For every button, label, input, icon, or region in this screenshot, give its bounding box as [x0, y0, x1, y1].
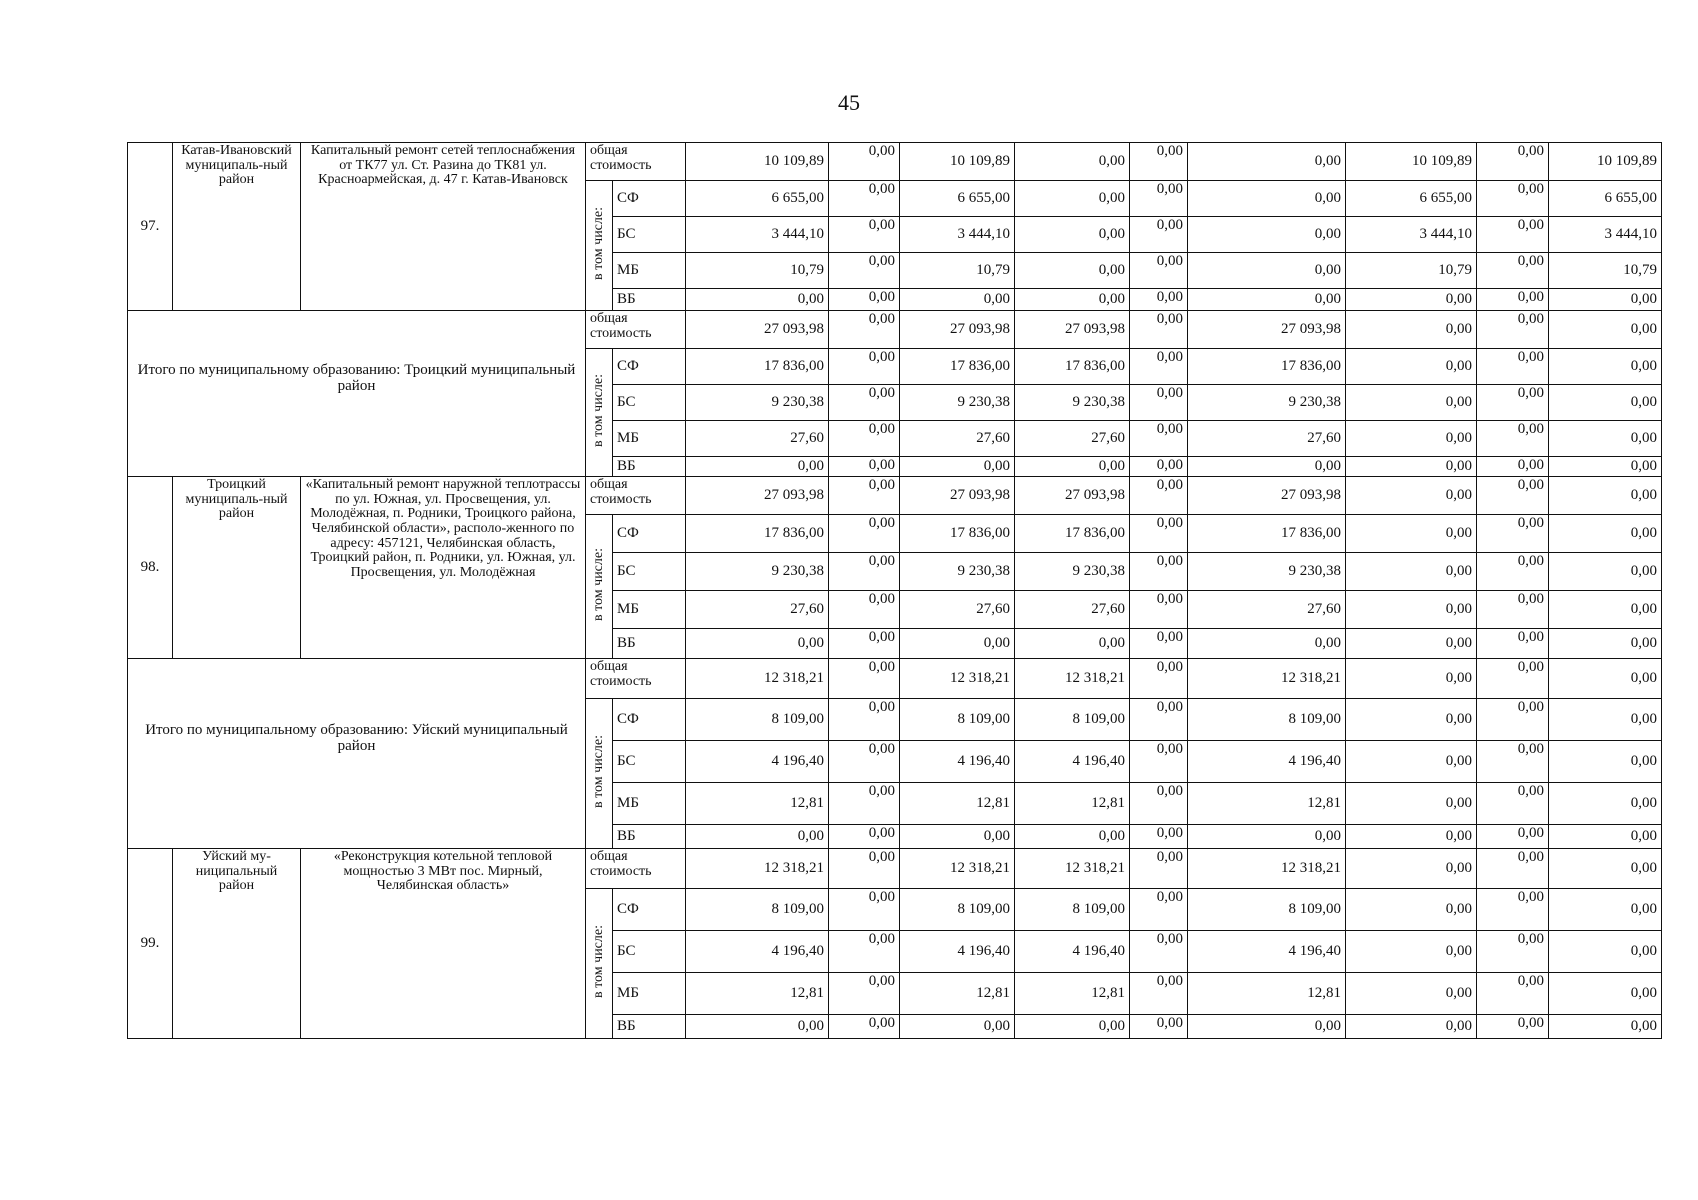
- value-cell: 0,00: [1015, 181, 1130, 217]
- including-label-cell: [586, 349, 613, 477]
- value-cell: 0,00: [1477, 385, 1549, 421]
- value-cell: 12,81: [686, 783, 829, 825]
- value-cell: 0,00: [1549, 1015, 1662, 1039]
- value-cell: 0,00: [1188, 143, 1346, 181]
- value-cell: 0,00: [1477, 311, 1549, 349]
- table-row: [128, 143, 1662, 181]
- table-row: [128, 849, 1662, 889]
- budget-table: [127, 142, 1662, 1039]
- sf-label: СФ: [613, 181, 686, 217]
- value-cell: 0,00: [1346, 825, 1477, 849]
- value-cell: 0,00: [1188, 457, 1346, 477]
- value-cell: 9 230,38: [1188, 385, 1346, 421]
- district-name: Троицкий муниципаль-ный район: [173, 477, 301, 659]
- value-cell: 12,81: [686, 973, 829, 1015]
- sf-label: СФ: [613, 889, 686, 931]
- value-cell: 12,81: [900, 783, 1015, 825]
- value-cell: 0,00: [829, 659, 900, 699]
- value-cell: 0,00: [829, 889, 900, 931]
- value-cell: 0,00: [829, 629, 900, 659]
- value-cell: 10 109,89: [686, 143, 829, 181]
- value-cell: 9 230,38: [1015, 553, 1130, 591]
- value-cell: 10 109,89: [1346, 143, 1477, 181]
- sf-label: СФ: [613, 349, 686, 385]
- value-cell: 0,00: [1477, 181, 1549, 217]
- value-cell: 0,00: [829, 253, 900, 289]
- value-cell: 0,00: [1477, 629, 1549, 659]
- value-cell: 12 318,21: [1188, 849, 1346, 889]
- value-cell: 0,00: [829, 181, 900, 217]
- value-cell: 0,00: [1130, 783, 1188, 825]
- value-cell: 0,00: [1015, 253, 1130, 289]
- mb-label: МБ: [613, 973, 686, 1015]
- value-cell: 0,00: [1549, 659, 1662, 699]
- value-cell: 0,00: [1188, 1015, 1346, 1039]
- value-cell: 27 093,98: [1015, 477, 1130, 515]
- value-cell: 17 836,00: [900, 515, 1015, 553]
- value-cell: 10,79: [1346, 253, 1477, 289]
- value-cell: 0,00: [829, 289, 900, 311]
- value-cell: 0,00: [1130, 457, 1188, 477]
- district-name: Катав-Ивановский муниципаль-ный район: [173, 143, 301, 311]
- value-cell: 8 109,00: [1188, 699, 1346, 741]
- value-cell: 0,00: [1130, 973, 1188, 1015]
- value-cell: 0,00: [1477, 1015, 1549, 1039]
- value-cell: 0,00: [900, 1015, 1015, 1039]
- value-cell: 0,00: [1549, 699, 1662, 741]
- row-number: 99.: [128, 849, 173, 1039]
- value-cell: 0,00: [1346, 973, 1477, 1015]
- value-cell: 8 109,00: [900, 889, 1015, 931]
- value-cell: 0,00: [1015, 143, 1130, 181]
- value-cell: 4 196,40: [900, 931, 1015, 973]
- general-cost-label: общая стоимость: [586, 659, 686, 699]
- value-cell: 0,00: [829, 825, 900, 849]
- value-cell: 0,00: [1130, 825, 1188, 849]
- value-cell: 27 093,98: [900, 477, 1015, 515]
- value-cell: 0,00: [1346, 849, 1477, 889]
- value-cell: 0,00: [1477, 741, 1549, 783]
- value-cell: 9 230,38: [1015, 385, 1130, 421]
- value-cell: 0,00: [1549, 629, 1662, 659]
- value-cell: 10,79: [1549, 253, 1662, 289]
- value-cell: 9 230,38: [686, 385, 829, 421]
- including-label: в том числе:: [590, 924, 606, 998]
- mb-label: МБ: [613, 253, 686, 289]
- value-cell: 12,81: [900, 973, 1015, 1015]
- value-cell: 0,00: [1130, 741, 1188, 783]
- sf-label: СФ: [613, 699, 686, 741]
- value-cell: 0,00: [1549, 931, 1662, 973]
- bs-label: БС: [613, 385, 686, 421]
- value-cell: 0,00: [1346, 659, 1477, 699]
- value-cell: 27,60: [900, 591, 1015, 629]
- value-cell: 6 655,00: [1549, 181, 1662, 217]
- general-cost-label: общая стоимость: [586, 477, 686, 515]
- value-cell: 0,00: [900, 825, 1015, 849]
- value-cell: 0,00: [1477, 973, 1549, 1015]
- value-cell: 17 836,00: [1015, 349, 1130, 385]
- value-cell: 3 444,10: [900, 217, 1015, 253]
- value-cell: 0,00: [1346, 515, 1477, 553]
- vb-label: ВБ: [613, 629, 686, 659]
- value-cell: 0,00: [829, 931, 900, 973]
- value-cell: 3 444,10: [686, 217, 829, 253]
- value-cell: 0,00: [1346, 457, 1477, 477]
- value-cell: 0,00: [1549, 311, 1662, 349]
- value-cell: 27 093,98: [686, 477, 829, 515]
- value-cell: 27,60: [1188, 421, 1346, 457]
- value-cell: 0,00: [829, 591, 900, 629]
- table-row: [128, 311, 1662, 349]
- value-cell: 8 109,00: [1188, 889, 1346, 931]
- value-cell: 17 836,00: [686, 349, 829, 385]
- value-cell: 17 836,00: [900, 349, 1015, 385]
- value-cell: 0,00: [1549, 349, 1662, 385]
- project-description: «Реконструкция котельной тепловой мощностью 3 МВт пос. Мирный, Челябинская область»: [301, 849, 586, 1039]
- value-cell: 0,00: [829, 553, 900, 591]
- bs-label: БС: [613, 931, 686, 973]
- value-cell: 0,00: [1477, 591, 1549, 629]
- project-description: Капитальный ремонт сетей теплоснабжения от ТК77 ул. Ст. Разина до ТК81 ул. Красноармейская, д. 47 г. Катав-Ивановск: [301, 143, 586, 311]
- value-cell: 4 196,40: [686, 931, 829, 973]
- vb-label: ВБ: [613, 289, 686, 311]
- value-cell: 12 318,21: [686, 659, 829, 699]
- row-number: 98.: [128, 477, 173, 659]
- mb-label: МБ: [613, 783, 686, 825]
- value-cell: 0,00: [1549, 477, 1662, 515]
- value-cell: 12 318,21: [1188, 659, 1346, 699]
- value-cell: 0,00: [1549, 289, 1662, 311]
- value-cell: 10,79: [900, 253, 1015, 289]
- value-cell: 0,00: [1130, 849, 1188, 889]
- value-cell: 0,00: [1130, 143, 1188, 181]
- value-cell: 0,00: [829, 349, 900, 385]
- value-cell: 12 318,21: [900, 659, 1015, 699]
- value-cell: 0,00: [829, 143, 900, 181]
- value-cell: 10 109,89: [1549, 143, 1662, 181]
- vb-label: ВБ: [613, 1015, 686, 1039]
- value-cell: 0,00: [686, 457, 829, 477]
- value-cell: 0,00: [1130, 553, 1188, 591]
- value-cell: 0,00: [686, 1015, 829, 1039]
- value-cell: 0,00: [829, 515, 900, 553]
- value-cell: 12 318,21: [1015, 849, 1130, 889]
- value-cell: 0,00: [1130, 591, 1188, 629]
- value-cell: 0,00: [1549, 421, 1662, 457]
- value-cell: 4 196,40: [900, 741, 1015, 783]
- value-cell: 10,79: [686, 253, 829, 289]
- value-cell: 0,00: [1477, 457, 1549, 477]
- value-cell: 0,00: [829, 457, 900, 477]
- value-cell: 0,00: [1477, 699, 1549, 741]
- value-cell: 0,00: [829, 741, 900, 783]
- value-cell: 0,00: [1346, 349, 1477, 385]
- value-cell: 0,00: [1015, 289, 1130, 311]
- value-cell: 0,00: [1549, 741, 1662, 783]
- including-label-cell: [586, 699, 613, 849]
- value-cell: 0,00: [1130, 699, 1188, 741]
- table-row: [128, 477, 1662, 515]
- general-cost-label: общая стоимость: [586, 311, 686, 349]
- bs-label: БС: [613, 553, 686, 591]
- value-cell: 0,00: [1346, 1015, 1477, 1039]
- value-cell: 0,00: [1549, 385, 1662, 421]
- municipal-total-label: [128, 311, 586, 477]
- including-label: в том числе:: [590, 373, 606, 447]
- municipal-total-label: [128, 659, 586, 849]
- value-cell: 0,00: [1549, 591, 1662, 629]
- including-label-cell: [586, 515, 613, 659]
- value-cell: 17 836,00: [1188, 515, 1346, 553]
- value-cell: 0,00: [900, 289, 1015, 311]
- value-cell: 0,00: [1188, 825, 1346, 849]
- value-cell: 27 093,98: [900, 311, 1015, 349]
- project-description: «Капитальный ремонт наружной теплотрассы по ул. Южная, ул. Просвещения, ул. Молодёжная, п. Родники, Троицкого района, Челябинской области», располо-женного по адресу: 457121, Челябинская область, Троицкий район, п. Родники, ул. Южная, ул. Просвещения, ул. Молодёжная: [301, 477, 586, 659]
- value-cell: 0,00: [1346, 741, 1477, 783]
- value-cell: 0,00: [1130, 889, 1188, 931]
- value-cell: 27,60: [1188, 591, 1346, 629]
- value-cell: 0,00: [1549, 889, 1662, 931]
- value-cell: 27,60: [1015, 591, 1130, 629]
- mb-label: МБ: [613, 421, 686, 457]
- value-cell: 0,00: [829, 849, 900, 889]
- general-cost-label: общая стоимость: [586, 849, 686, 889]
- value-cell: 12 318,21: [900, 849, 1015, 889]
- value-cell: 6 655,00: [1346, 181, 1477, 217]
- value-cell: 0,00: [829, 311, 900, 349]
- value-cell: 0,00: [1477, 253, 1549, 289]
- district-name: Уйский му-ниципальный район: [173, 849, 301, 1039]
- value-cell: 0,00: [1346, 477, 1477, 515]
- value-cell: 0,00: [1346, 289, 1477, 311]
- value-cell: 27 093,98: [1188, 311, 1346, 349]
- value-cell: 12,81: [1188, 973, 1346, 1015]
- value-cell: 0,00: [1188, 629, 1346, 659]
- value-cell: 0,00: [829, 421, 900, 457]
- including-label-cell: [586, 889, 613, 1039]
- value-cell: 0,00: [686, 825, 829, 849]
- value-cell: 0,00: [1130, 385, 1188, 421]
- value-cell: 0,00: [900, 457, 1015, 477]
- value-cell: 9 230,38: [686, 553, 829, 591]
- value-cell: 0,00: [1130, 349, 1188, 385]
- value-cell: 6 655,00: [900, 181, 1015, 217]
- value-cell: 9 230,38: [1188, 553, 1346, 591]
- value-cell: 3 444,10: [1549, 217, 1662, 253]
- value-cell: 8 109,00: [1015, 699, 1130, 741]
- value-cell: 0,00: [1477, 477, 1549, 515]
- value-cell: 0,00: [1130, 311, 1188, 349]
- value-cell: 6 655,00: [686, 181, 829, 217]
- value-cell: 4 196,40: [686, 741, 829, 783]
- bs-label: БС: [613, 741, 686, 783]
- value-cell: 0,00: [1477, 889, 1549, 931]
- value-cell: 0,00: [1015, 825, 1130, 849]
- value-cell: 0,00: [1015, 629, 1130, 659]
- including-label: в том числе:: [590, 734, 606, 808]
- municipal-total-text: Итого по муниципальному образованию: Уйский муниципальный район: [145, 721, 568, 754]
- value-cell: 8 109,00: [686, 889, 829, 931]
- value-cell: 4 196,40: [1015, 931, 1130, 973]
- value-cell: 9 230,38: [900, 385, 1015, 421]
- value-cell: 9 230,38: [900, 553, 1015, 591]
- value-cell: 0,00: [1015, 1015, 1130, 1039]
- value-cell: 0,00: [1477, 421, 1549, 457]
- municipal-total-text: Итого по муниципальному образованию: Троицкий муниципальный район: [137, 361, 576, 394]
- value-cell: 0,00: [1130, 289, 1188, 311]
- value-cell: 0,00: [1346, 591, 1477, 629]
- value-cell: 8 109,00: [686, 699, 829, 741]
- value-cell: 27,60: [1015, 421, 1130, 457]
- value-cell: 0,00: [1130, 1015, 1188, 1039]
- value-cell: 0,00: [1346, 629, 1477, 659]
- value-cell: 0,00: [1130, 421, 1188, 457]
- value-cell: 0,00: [1130, 515, 1188, 553]
- value-cell: 0,00: [829, 385, 900, 421]
- value-cell: 27,60: [900, 421, 1015, 457]
- value-cell: 0,00: [1549, 515, 1662, 553]
- value-cell: 0,00: [1015, 457, 1130, 477]
- vb-label: ВБ: [613, 825, 686, 849]
- value-cell: 0,00: [1188, 181, 1346, 217]
- value-cell: 0,00: [1346, 783, 1477, 825]
- value-cell: 0,00: [900, 629, 1015, 659]
- value-cell: 0,00: [1477, 825, 1549, 849]
- value-cell: 0,00: [1477, 143, 1549, 181]
- value-cell: 0,00: [829, 783, 900, 825]
- value-cell: 0,00: [1477, 217, 1549, 253]
- value-cell: 0,00: [1130, 629, 1188, 659]
- including-label-cell: [586, 181, 613, 311]
- value-cell: 0,00: [1130, 659, 1188, 699]
- value-cell: 27 093,98: [686, 311, 829, 349]
- value-cell: 0,00: [1188, 217, 1346, 253]
- value-cell: 27,60: [686, 421, 829, 457]
- value-cell: 12 318,21: [1015, 659, 1130, 699]
- value-cell: 0,00: [1188, 289, 1346, 311]
- value-cell: 12,81: [1015, 973, 1130, 1015]
- value-cell: 0,00: [1015, 217, 1130, 253]
- value-cell: 0,00: [1346, 311, 1477, 349]
- value-cell: 0,00: [1130, 181, 1188, 217]
- value-cell: 0,00: [1549, 553, 1662, 591]
- value-cell: 0,00: [1549, 783, 1662, 825]
- value-cell: 0,00: [1549, 457, 1662, 477]
- value-cell: 4 196,40: [1188, 931, 1346, 973]
- value-cell: 0,00: [1477, 849, 1549, 889]
- value-cell: 0,00: [1346, 889, 1477, 931]
- sf-label: СФ: [613, 515, 686, 553]
- value-cell: 27 093,98: [1188, 477, 1346, 515]
- value-cell: 0,00: [829, 217, 900, 253]
- mb-label: МБ: [613, 591, 686, 629]
- value-cell: 3 444,10: [1346, 217, 1477, 253]
- value-cell: 0,00: [1477, 289, 1549, 311]
- value-cell: 8 109,00: [1015, 889, 1130, 931]
- value-cell: 0,00: [1346, 421, 1477, 457]
- value-cell: 0,00: [1130, 931, 1188, 973]
- table-row: [128, 659, 1662, 699]
- value-cell: 4 196,40: [1188, 741, 1346, 783]
- value-cell: 12,81: [1015, 783, 1130, 825]
- value-cell: 27 093,98: [1015, 311, 1130, 349]
- value-cell: 0,00: [1477, 553, 1549, 591]
- including-label: в том числе:: [590, 206, 606, 280]
- value-cell: 0,00: [829, 477, 900, 515]
- value-cell: 0,00: [686, 289, 829, 311]
- value-cell: 0,00: [1477, 515, 1549, 553]
- value-cell: 12,81: [1188, 783, 1346, 825]
- value-cell: 0,00: [829, 973, 900, 1015]
- value-cell: 0,00: [1549, 849, 1662, 889]
- value-cell: 0,00: [1477, 783, 1549, 825]
- value-cell: 0,00: [1549, 973, 1662, 1015]
- value-cell: 0,00: [1477, 931, 1549, 973]
- value-cell: 12 318,21: [686, 849, 829, 889]
- value-cell: 0,00: [1477, 349, 1549, 385]
- value-cell: 0,00: [1130, 217, 1188, 253]
- row-number: 97.: [128, 143, 173, 311]
- value-cell: 0,00: [1346, 699, 1477, 741]
- value-cell: 0,00: [686, 629, 829, 659]
- bs-label: БС: [613, 217, 686, 253]
- value-cell: 0,00: [1477, 659, 1549, 699]
- vb-label: ВБ: [613, 457, 686, 477]
- value-cell: 0,00: [829, 1015, 900, 1039]
- value-cell: 0,00: [829, 699, 900, 741]
- value-cell: 0,00: [1130, 477, 1188, 515]
- value-cell: 0,00: [1346, 931, 1477, 973]
- value-cell: 4 196,40: [1015, 741, 1130, 783]
- value-cell: 0,00: [1346, 553, 1477, 591]
- value-cell: 0,00: [1130, 253, 1188, 289]
- value-cell: 17 836,00: [1015, 515, 1130, 553]
- value-cell: 0,00: [1188, 253, 1346, 289]
- value-cell: 17 836,00: [686, 515, 829, 553]
- value-cell: 0,00: [1346, 385, 1477, 421]
- page-number: 45: [838, 90, 860, 115]
- value-cell: 17 836,00: [1188, 349, 1346, 385]
- including-label: в том числе:: [590, 547, 606, 621]
- value-cell: 27,60: [686, 591, 829, 629]
- value-cell: 0,00: [1549, 825, 1662, 849]
- value-cell: 8 109,00: [900, 699, 1015, 741]
- value-cell: 10 109,89: [900, 143, 1015, 181]
- general-cost-label: общая стоимость: [586, 143, 686, 181]
